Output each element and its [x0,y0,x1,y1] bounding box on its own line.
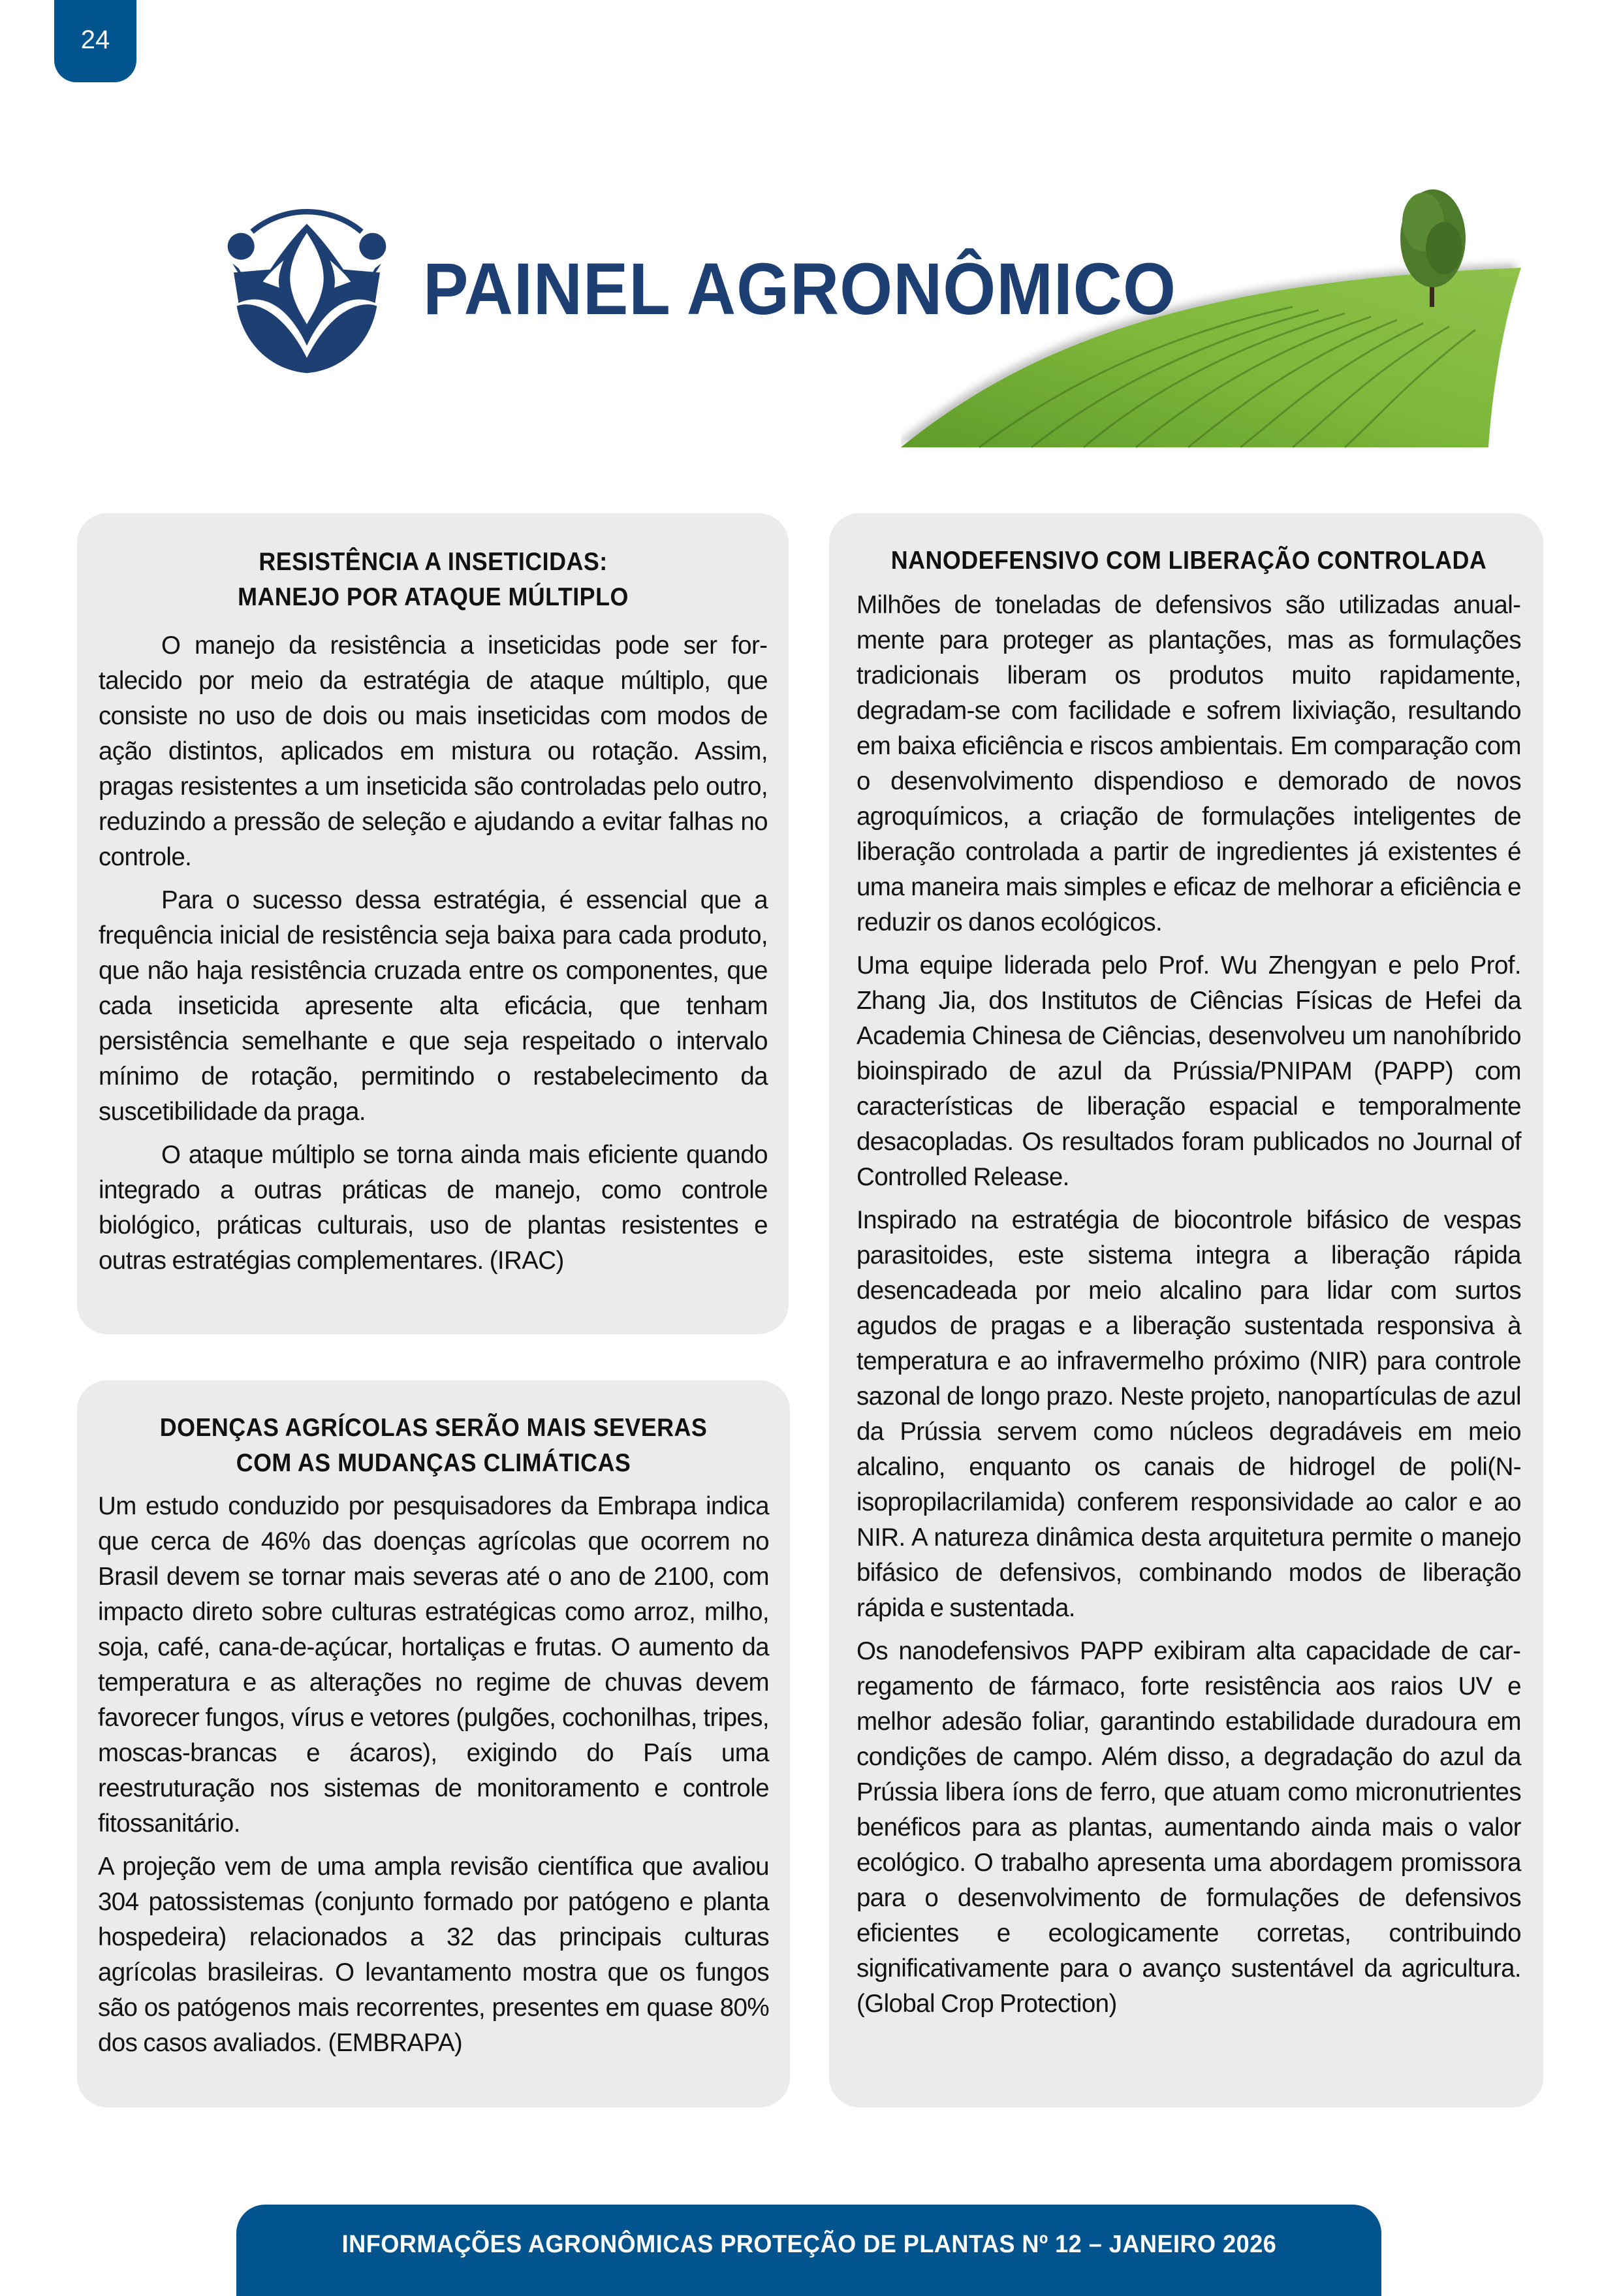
article-title: DOENÇAS AGRÍCOLAS SERÃO MAIS SEVERAS COM AS MUDANÇAS CLIMÁTICAS [159,1414,708,1477]
page-number-tab [54,0,136,82]
footer-text: INFORMAÇÕES AGRONÔMICAS PROTEÇÃO DE PLANTAS Nº 12 – JANEIRO 2026 [341,2230,1276,2258]
article-paragraph: Uma equipe liderada pelo Prof. Wu Zhengyan e pelo Prof. Zhang Jia, dos Institutos de Ciências Físicas de Hefei da Academia Chinesa de Ciências, desenvolveu um nanohíbrido bioinspirado de azul da Prússia/PNIPAM (PAPP) com características de liberação espacial e temporalmente desacopladas. Os resultados foram publicados no Journal of Controlled Release. [857,951,1521,1191]
article-climate-diseases [77,1380,790,2107]
article-title: NANODEFENSIVO COM LIBERAÇÃO CONTROLADA [890,547,1487,575]
article-title: RESISTÊNCIA A INSETICIDAS: MANEJO POR ATAQUE MÚLTIPLO [238,548,629,611]
page-title: PAINEL AGRONÔMICO [423,248,1176,330]
article-insecticide-resistance [77,513,789,1334]
article-paragraph: Para o sucesso dessa estratégia, é essencial que a frequência inicial de resistência seja baixa para cada produto, que não haja resistência cruzada entre os componentes, que cada inseticida apresente alta eficácia, que tenham persistência semelhante e que seja respeitado o intervalo mínimo de rotação, permitindo o restabelecimento da suscetibilidade da praga. [99,886,768,1126]
article-paragraph: A projeção vem de uma ampla revisão científica que avaliou 304 patossistemas (conjunto formado por patógeno e planta hospedeira) relacionados a 32 das principais culturas agrícolas brasileiras. O levantamento mostra que os fungos são os patógenos mais recorrentes, presentes em quase 80% dos casos avaliados. (EMBRAPA) [98,1853,769,2057]
footer-banner [236,2205,1381,2296]
lotus-people-logo-icon [215,202,398,385]
article-paragraph: Um estudo conduzido por pesquisadores da Embrapa indica que cerca de 46% das doenças agrícolas que ocorrem no Brasil devem se tornar mais severas até o ano de 2100, com impacto direto sobre culturas estratégicas como arroz, milho, soja, café, cana-de-açúcar, hortaliças e frutas. O aumento da temperatura e as alterações no regime de chuvas devem favorecer fungos, vírus e vetores (pulgões, cochonilhas, tripes, moscas-brancas e ácaros), exigindo do País uma reestruturação nos sistemas de monitoramento e controle fitossanitário. [98,1492,769,1838]
article-paragraph: Os nanodefensivos PAPP exibiram alta capacidade de carregamento de fármaco, forte resistência aos raios UV e melhor adesão foliar, garantindo estabilidade duradoura em condições de campo. Além disso, a degradação do azul da Prússia libera íons de ferro, que atuam como micronutrientes benéficos para as plantas, aumentando ainda mais o valor ecológico. O trabalho apresenta uma abordagem promissora para o desenvolvimento de formulações de defensivos eficientes e ecologicamente corretas, contribuindo significativamente para o avanço sustentável da agricultura. (Global Crop Protection) [857,1637,1521,2018]
page-number: 24 [80,25,110,54]
article-paragraph: O ataque múltiplo se torna ainda mais eficiente quando integrado a outras práticas de manejo, como controle biológico, práticas culturais, uso de plantas resistentes e outras estratégias complementares. (IRAC) [99,1141,768,1275]
article-paragraph: O manejo da resistência a inseticidas pode ser fortalecido por meio da estratégia de ataque múltiplo, que consiste no uso de dois ou mais inseticidas com modos de ação distintos, aplicados em mistura ou rotação. Assim, pragas resistentes a um inseticida são controladas pelo outro, reduzindo a pressão de seleção e ajudando a evitar falhas no controle. [99,631,768,871]
article-nanodefensive [829,513,1543,2107]
article-paragraph: Milhões de toneladas de defensivos são utilizadas anualmente para proteger as plantações, mas as formulações tradicionais liberam os produtos muito rapidamente, degradam-se com facilidade e sofrem lixiviação, resultando em baixa eficiência e riscos ambientais. Em comparação com o desenvolvimento dispendioso e demorado de novos agroquímicos, a criação de formulações inteligentes de liberação controlada a partir de ingredientes já existentes é uma maneira mais simples e eficaz de melhorar a eficiência e reduzir os danos ecológicos. [857,591,1521,936]
green-field-with-tree-image [901,183,1534,457]
article-paragraph: Inspirado na estratégia de biocontrole bifásico de vespas parasitoides, este sistema integra a liberação rápida desencadeada por meio alcalino para lidar com surtos agudos de pragas e a liberação sustentada responsiva à temperatura e ao infravermelho próximo (NIR) para controle sazonal de longo prazo. Neste projeto, nanopartículas de azul da Prússia servem como núcleos degradáveis em meio alcalino, enquanto os canais de hidrogel de poli(N-isopropilacrilamida) conferem responsividade ao calor e ao NIR. A natureza dinâmica desta arquitetura permite o manejo bifásico de defensivos, combinando modos de liberação rápida e sustentada. [857,1206,1521,1622]
